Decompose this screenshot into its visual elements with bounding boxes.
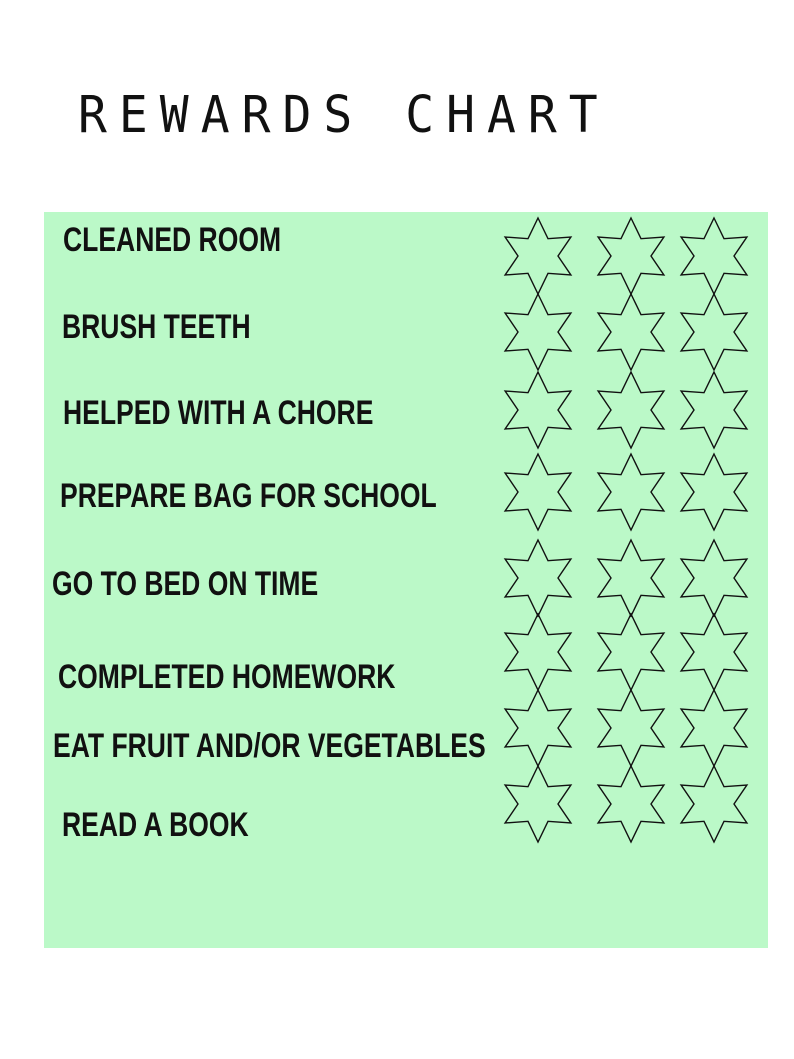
page-title: REWARDS CHART	[78, 86, 610, 145]
task-label-helped-with-a-chore: HELPED WITH A CHORE	[63, 394, 374, 432]
task-label-completed-homework: COMPLETED HOMEWORK	[58, 658, 396, 696]
task-label-cleaned-room: CLEANED ROOM	[63, 221, 282, 259]
task-label-brush-teeth: BRUSH TEETH	[62, 308, 251, 346]
task-label-prepare-bag-for-school: PREPARE BAG FOR SCHOOL	[60, 477, 437, 515]
task-label-read-a-book: READ A BOOK	[62, 806, 249, 844]
task-label-go-to-bed-on-time: GO TO BED ON TIME	[52, 565, 319, 603]
task-label-eat-fruit-and-or-vegetables: EAT FRUIT AND/OR VEGETABLES	[53, 727, 486, 765]
